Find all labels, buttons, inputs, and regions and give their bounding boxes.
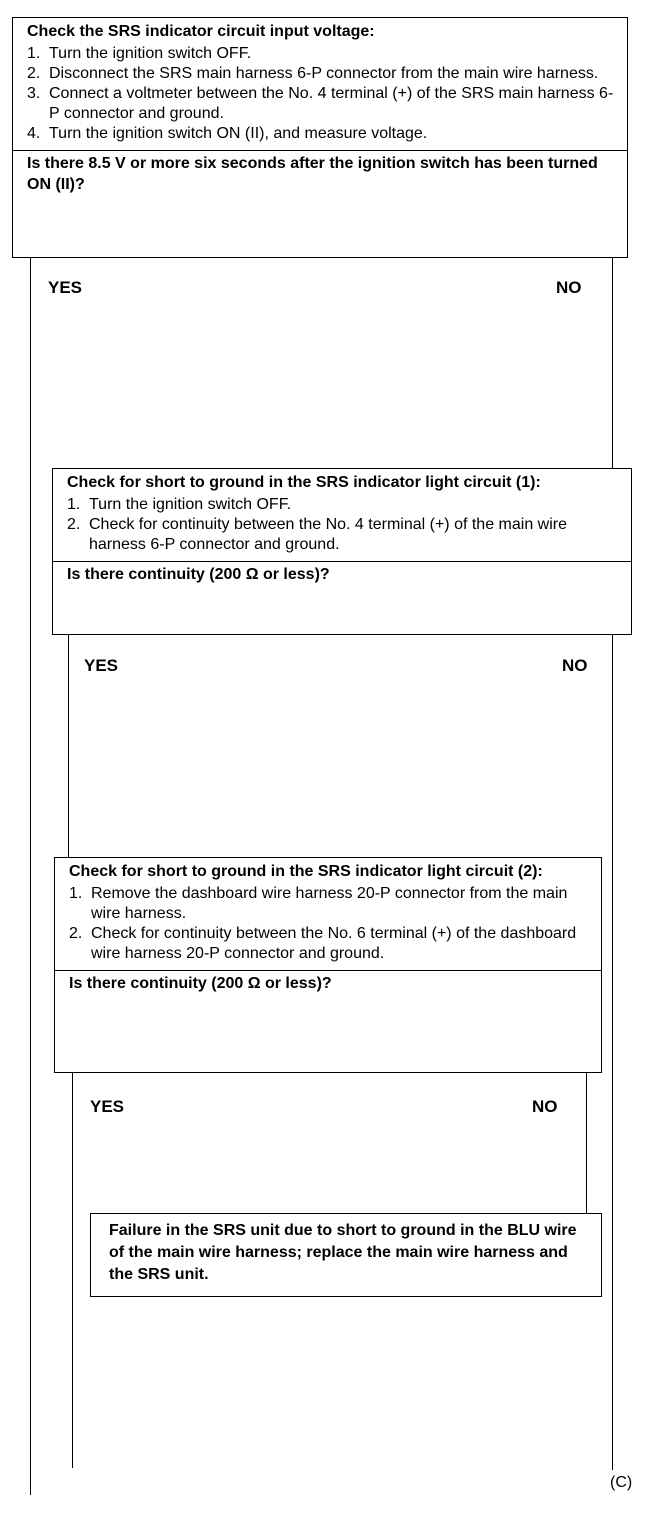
step1-item (27, 44, 617, 64)
step2-question: Is there continuity (200 Ω or less)? (53, 561, 631, 588)
step1-title: Check the SRS indicator circuit input voltage: (27, 23, 375, 40)
step1-steps (13, 44, 627, 150)
step1-item (27, 64, 617, 84)
step-number: 4. (27, 125, 41, 142)
step1-item (27, 124, 617, 144)
step-text: Connect a voltmeter between the No. 4 terminal (+) of the SRS main harness 6-P connector and ground. (49, 85, 614, 122)
step1-no-branch-line (612, 258, 613, 468)
step-number: 3. (27, 85, 41, 102)
step-text: Turn the ignition switch ON (II), and measure voltage. (49, 125, 428, 142)
step2-yes-label: YES (84, 656, 119, 675)
step1-box (12, 17, 628, 258)
result-box (90, 1213, 602, 1297)
step1-question: Is there 8.5 V or more six seconds after the ignition switch has been turned ON (II)? (13, 150, 627, 198)
step3-yes-branch-line (72, 1073, 73, 1468)
step3-item (69, 924, 591, 964)
step-text: Remove the dashboard wire harness 20-P connector from the main wire harness. (91, 885, 568, 922)
step2-no-branch-line (612, 635, 613, 1470)
step1-no-label: NO (556, 278, 582, 297)
step1-yes-branch-line (30, 258, 31, 1495)
step3-title: Check for short to ground in the SRS indicator light circuit (2): (69, 863, 543, 880)
step3-box (54, 857, 602, 1073)
step-number: 1. (69, 885, 83, 902)
step-number: 2. (27, 65, 41, 82)
step-number: 1. (27, 45, 41, 62)
step3-question: Is there continuity (200 Ω or less)? (55, 970, 601, 997)
step-text: Turn the ignition switch OFF. (89, 496, 292, 513)
step2-yes-branch-line (68, 635, 69, 857)
step3-yes-label: YES (90, 1097, 125, 1116)
step2-item (67, 495, 621, 515)
result-text: Failure in the SRS unit due to short to ground in the BLU wire of the main wire harness; replace the main wire harness and the SRS unit. (109, 1222, 577, 1283)
step-number: 1. (67, 496, 81, 513)
step2-no-label: NO (562, 656, 588, 675)
step-text: Turn the ignition switch OFF. (49, 45, 252, 62)
step1-yes-label: YES (48, 278, 83, 297)
continuation-marker: (C) (610, 1474, 633, 1491)
step-text: Check for continuity between the No. 6 terminal (+) of the dashboard wire harness 20-P connector and ground. (91, 925, 577, 962)
step3-no-label: NO (532, 1097, 558, 1116)
step1-item (27, 84, 617, 124)
step-number: 2. (69, 925, 83, 942)
step2-box (52, 468, 632, 635)
step2-steps (53, 495, 631, 561)
step-text: Disconnect the SRS main harness 6-P connector from the main wire harness. (49, 65, 599, 82)
step2-title: Check for short to ground in the SRS indicator light circuit (1): (67, 474, 541, 491)
step2-item (67, 515, 621, 555)
step-text: Check for continuity between the No. 4 terminal (+) of the main wire harness 6-P connector and ground. (89, 516, 567, 553)
step3-no-branch-line (586, 1073, 587, 1213)
step3-item (69, 884, 591, 924)
step3-steps (55, 884, 601, 970)
step-number: 2. (67, 516, 81, 533)
